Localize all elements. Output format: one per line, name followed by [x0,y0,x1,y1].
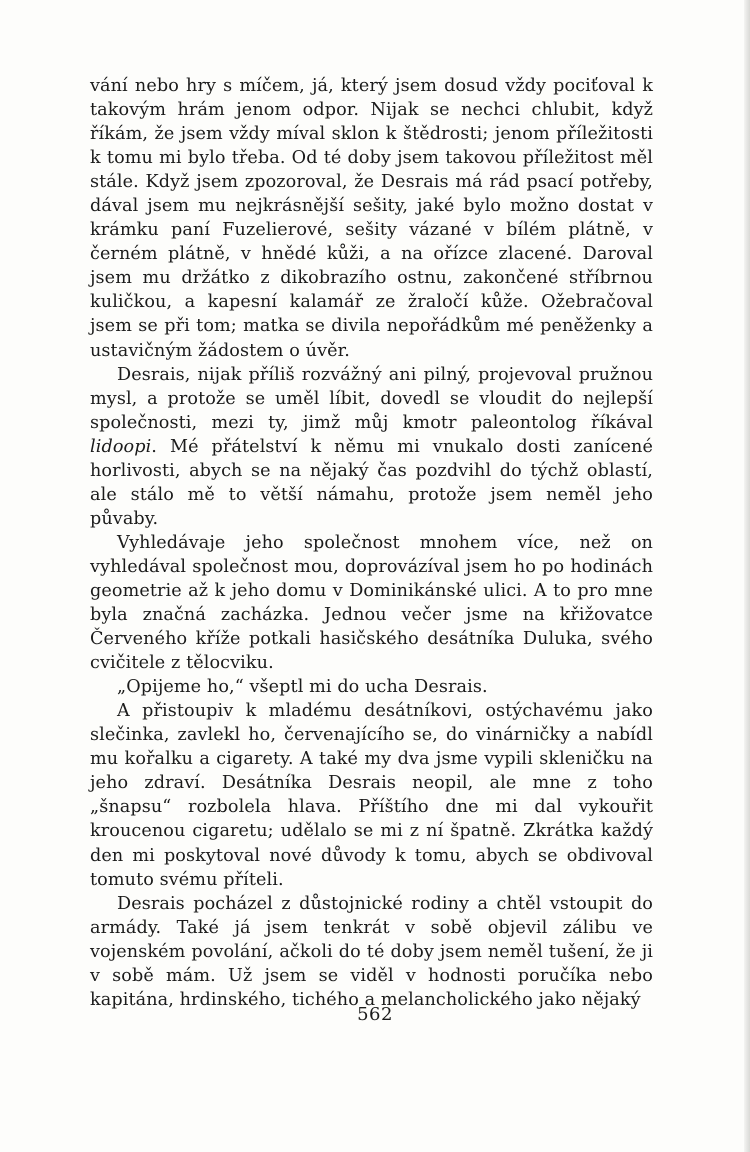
paragraph-1: vání nebo hry s míčem, já, který jsem dosud vždy pociťoval k takovým hrám jenom odpor. Nijak se nechci chlubit, když říkám, že jsem vždy míval sklon k štědrosti; jenom příležitosti k tomu mi bylo třeba. Od té doby jsem takovou příležitost měl stále. Když jsem zpozoroval, že Desrais má rád psací potřeby, dával jsem mu nejkrásnější sešity, jaké bylo možno dostat v krámku paní Fuzelierové, sešity vázané v bílém plátně, v černém plátně, v hnědé kůži, a na ořízce zlacené. Daroval jsem mu držátko z dikobrazího ostnu, zakončené stříbrnou kuličkou, a kapesní kalamář ze žraločí kůže. Ožebračoval jsem se při tom; matka se divila nepořádkům mé peněženky a ustavičným žádostem o úvěr. [90,76,653,361]
paragraph-4: „Opijeme ho,“ všeptl mi do ucha Desrais. [117,677,488,698]
paragraph-3: Vyhledávaje jeho společnost mnohem více, než on vyhledával společnost mou, doprovázíval jsem ho po hodinách geometrie až k jeho domu v Dominikánské ulici. A to pro mne byla značná zacházka. Jednou večer jsme na křižovatce Červeného kříže potkali hasičského desátníka Duluka, svého cvičitele z tělocviku. [90,532,653,674]
body-text [90,74,653,1012]
paragraph-2 [90,363,653,531]
page-edge-shadow [744,0,750,1152]
paragraph-2-text-after: . Mé přátelství k němu mi vnukalo dosti zanícené horlivosti, abych se na nějaký čas pozdvihl do týchž oblastí, ale stálo mě to větší námahu, protože jsem neměl jeho půvaby. [90,436,653,529]
paragraph-2-emphasis: lidoopi [90,436,152,457]
page-number: 562 [357,1004,393,1025]
paragraph-2-text-before: Desrais, nijak příliš rozvážný ani pilný, projevoval pružnou mysl, a protože se uměl líbit, dovedl se vloudit do nejlepší společnosti, mezi ty, jimž můj kmotr paleontolog říkával [90,364,653,433]
paragraph-5: A přistoupiv k mladému desátníkovi, ostýchavému jako slečinka, zavlekl ho, červenajícího se, do vinárničky a nabídl mu kořalku a cigarety. A také my dva jsme vypili skleničku na jeho zdraví. Desátníka Desrais neopil, ale mne z toho „šnapsu“ rozbolela hlava. Příštího dne mi dal vykouřit kroucenou cigaretu; udělalo se mi z ní špatně. Zkrátka každý den mi poskytoval nové důvody k tomu, abych se obdivoval tomuto svému příteli. [90,701,653,890]
paragraph-6: Desrais pocházel z důstojnické rodiny a chtěl vstoupit do armády. Také já jsem tenkrát v sobě objevil zálibu ve vojenském povolání, ačkoli do té doby jsem neměl tušení, že ji v sobě mám. Už jsem se viděl v hodnosti poručíka nebo kapitána, hrdinského, tichého a melancholického jako nějaký [90,893,653,1010]
